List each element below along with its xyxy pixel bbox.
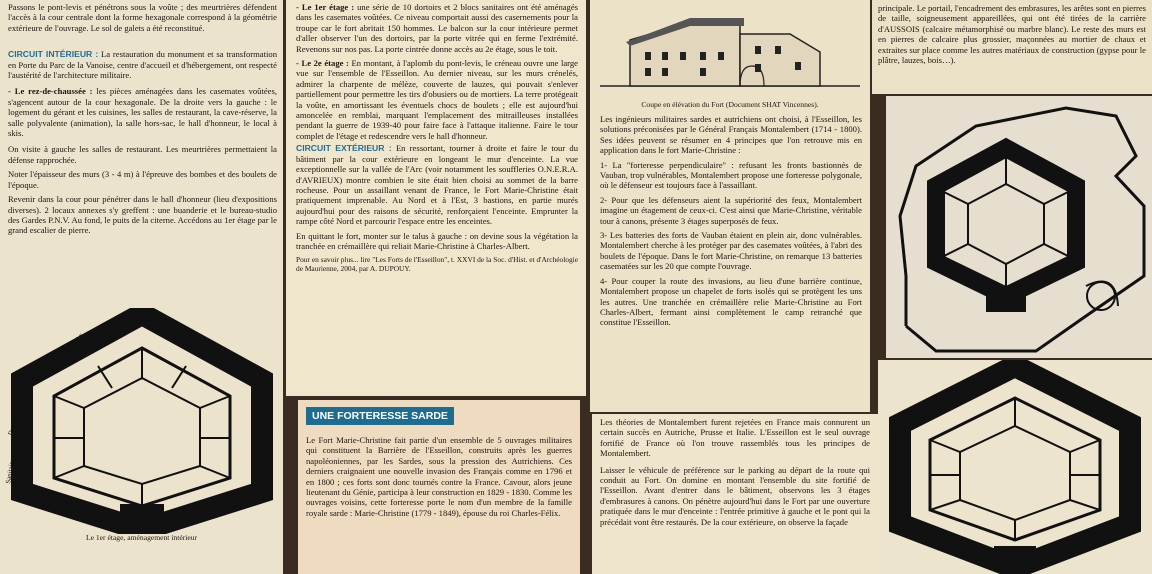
parking-paragraph: Laisser le véhicule de préférence sur le parking au départ de la route qui conduit au Fort. On domine en montant l'ensemble du site fortifié de l'Esseillon. Avant d'entrer dans le bâtiment, observons les 3 étages d'embrasures à canons. On pénètre aujourd'hui dans le Fort par une ouverture pratiquée dans le mur d'enceinte : l'entrée primitive à gauche et le pont qui la précédait vont être restaurés. De la cour extérieure, on observe la façade	[600, 464, 870, 527]
second-floor-heading: - Le 2e étage :	[296, 58, 349, 69]
circuit-exterieur-text: En ressortant, tourner à droite et faire le tour du bâtiment par la cour extérieure en longeant le mur d'enceinte. La vue exceptionnelle sur la vallée de l'Arc (voir notamment les souffleries O.N.E.R.A. d'AVRIEUX) montre combien le site était bien choisi au sommet de la barre rocheuse. Pour un assaillant venant de France, le Fort Marie-Christine était pratiquement imprenable. Au Nord et à l'Est, 3 bastions, en partie murés aujourd'hui pour des raisons de sécurité, renforçaient l'enceinte. Emprunter la rampe côté Nord et parcourir l'espace entre les enceintes.	[296, 143, 578, 227]
panel-floors	[286, 0, 586, 396]
second-floor-text: En montant, à l'aplomb du pont-levis, le créneau ouvre une large vue sur l'ensemble de l'Esseillon. Au dernier niveau, sur les murs crénelés, admirer la charpente de mélèze, couverte de lauzes, qui pouvait s'enlever partiellement pour permettre les tirs d'obusiers ou de mortiers. La terre protégeait la voûte, en amortissant les éventuels chocs de boulets ; elle est aujourd'hui amoncelée en remblai, marquant l'emplacement des mitrailleuses installées pendant la guerre de 1939-40 pour faire face à l'attaque italienne. Faire le tour complet de l'étage et redescendre vers le hall d'honneur.	[296, 58, 578, 141]
panel-montalembert	[590, 0, 870, 412]
montalembert-intro: Les ingénieurs militaires sardes et autrichiens ont choisi, à l'Esseillon, les solutions préconisées par le Général Français Montalembert (1714 - 1800). Ses idées peuvent se résumer en 4 principes que l'on retrouve mis en application dans le fort Marie-Christine :	[600, 114, 862, 156]
panel-interior-circuit	[0, 0, 283, 574]
circuit-interieur-heading: CIRCUIT INTÉRIEUR :	[8, 49, 99, 60]
rdc-text: les pièces aménagées dans les casemates voûtées, s'agencent autour de la cour hexagonale. De la droite vers la gauche : le logement du gérant et les cuisines, les salles de restaurant, la cave-réserve, la salle polyvalente (animation), la salle hors-sac, le hall d'honneur, le local à skis.	[8, 86, 277, 139]
first-floor-heading: - Le 1er étage :	[296, 2, 355, 12]
plan-label-dortoirs-left: Dortoirs	[65, 331, 86, 356]
panel-fort-overview-plan	[886, 96, 1152, 358]
panel-materials	[872, 0, 1152, 94]
fort-elevation-drawing	[590, 4, 870, 100]
reference-paragraph: Pour en savoir plus... lire "Les Forts de l'Esseillon", t. XXVI de la Soc. d'Hist. et d'Archéologie de Maurienne, 2004, par A. DUPOUY.	[296, 255, 578, 274]
walls-paragraph: Noter l'épaisseur des murs (3 - 4 m) à l'épreuve des bombes et des boulets de l'époque.	[8, 169, 277, 190]
principle-3: 3- Les batteries des forts de Vauban étaient en plein air, donc vulnérables. Montalembert cherche à les protéger par des casemates voûtées, à l'abri des boulets de l'époque. Dans le fort Marie-Christine, on remarque 13 batteries casematées sur les 20 que compte l'ouvrage.	[600, 230, 862, 272]
principle-2: 2- Pour que les défenseurs aient la supériorité des feux, Montalembert imagine un étagement de ceux-ci. C'est ainsi que Marie-Christine, véritable tour à canons, présente 3 étages superposés de feux.	[600, 194, 862, 226]
panel-floor-plan-right	[878, 360, 1152, 574]
plan-label-sanitaires-west: Sanitaires	[4, 455, 17, 485]
panel-forteresse-sarde	[298, 400, 580, 574]
first-floor-caption: Le 1er étage, aménagement intérieur	[85, 533, 198, 542]
forteresse-sarde-text: Le Fort Marie-Christine fait partie d'un ensemble de 5 ouvrages militaires qui constituent la Barrière de l'Esseillon, construits après les guerres napoléoniennes, par les Sardes, sous la pression des Autrichiens. Ces derniers craignaient une nouvelle invasion des Français comme en 1796 et en 1800 ; ces forts sont donc tournés contre la France. Cavour, alors jeune lieutenant du Génie, participa à leur construction en 1829 - 1830. Comme les ouvrages voisins, cette forteresse porte le nom d'un membre de la famille royale sarde : Marie-Christine (1779 - 1849), épouse du roi Charles-Félix.	[306, 435, 572, 518]
forteresse-sarde-banner: UNE FORTERESSE SARDE	[306, 407, 454, 425]
plan-label-dortoirs-west: Dortoirs	[6, 412, 22, 437]
first-floor-plan	[0, 308, 283, 534]
fort-overview-plan	[886, 96, 1152, 358]
rdc-heading: - Le rez-de-chaussée :	[8, 86, 93, 97]
principle-1: 1- La "forteresse perpendiculaire" : refusant les fronts bastionnés de Vauban, trop vulnérables, Montalembert propose une forteresse polygonale, où le défenseur est toujours face à l'assaillant.	[600, 159, 862, 191]
panel-theories	[592, 414, 878, 574]
plan-label-dortoirs-right: Dortoirs	[260, 415, 276, 441]
floor-plan-right	[878, 360, 1152, 574]
intro-paragraph: Passons le pont-levis et pénétrons sous la voûte ; des meurtrières défendent l'accès à la cour centrale dont la forme hexagonale correspond à la géométrie extérieure de l'ouvrage. Le sol de galets a été reconstitué.	[8, 2, 277, 33]
restaurant-paragraph: On visite à gauche les salles de restaurant. Les meurtrières permettaient la défense rapprochée.	[8, 144, 277, 165]
materials-paragraph: principale. Le portail, l'encadrement des embrasures, les arêtes sont en pierres de taille, soigneusement appareillées, qui ont été tirées de la carrière d'AUSSOIS (calcaire métamorphisé ou marbre blanc). Le reste des murs est en pierres de calcaire plus grossier, maçonnées au mortier de chaux et extraites sur place comme les autres matériaux de construction (gypse pour le plâtre, lauzes, bois…).	[878, 3, 1146, 66]
first-floor-text: une série de 10 dortoirs et 2 blocs sanitaires ont été aménagés dans les casemates voûtées. Ce niveau comportait aussi des casernements pour la troupe car le fort abritait 150 hommes. Le balcon sur la cour intérieure permet d'aller observer l'un des dortoirs, par la porte vitrée qui en ferme l'extrémité. Revenons sur nos pas. La porte cintrée donne accès au 2e étage, sous le toit.	[296, 2, 579, 54]
leaving-paragraph: En quittant le fort, monter sur le talus à gauche : on devine sous la végétation la tranchée en crémaillère qui reliait Marie-Christine à Charles-Albert.	[296, 230, 578, 251]
principle-4: 4- Pour couper la route des invasions, au lieu d'une barrière continue, Montalembert propose un chapelet de forts isolés qui se protègent les uns les autres. Une tranchée en crémaillère relie Marie-Christine au Fort Charles-Albert, fermant ainsi complètement le camp retranché que constitue l'Esseillon.	[600, 275, 862, 328]
theories-paragraph: Les théories de Montalembert furent rejetées en France mais connurent un certain succès en Autriche, Prusse et Italie. L'Esseillon est le seul ouvrage fortifié de France où l'on trouve rassemblés tous les principes de Montalembert.	[600, 417, 870, 459]
hall-paragraph: Revenir dans la cour pour pénétrer dans le hall d'honneur (lieu d'expositions diverses). 2 locaux annexes s'y greffent : une buanderie et le bureau-studio des Gardes P.N.V. Au fond, le puits de la citerne. Accédons au 1er étage par le grand escalier de pierre.	[8, 194, 277, 236]
circuit-interieur-text: La restauration du monument et sa transformation en Porte du Parc de la Vanoise, centre d'accueil et d'hébergement, ont respecté l'austérité de l'architecture militaire.	[8, 49, 277, 81]
elevation-caption: Coupe en élévation du Fort (Document SHAT Vincennes).	[641, 100, 819, 109]
circuit-exterieur-heading: CIRCUIT EXTÉRIEUR :	[296, 143, 392, 154]
plan-label-sanitaires-top: Sanitaires	[128, 316, 156, 324]
